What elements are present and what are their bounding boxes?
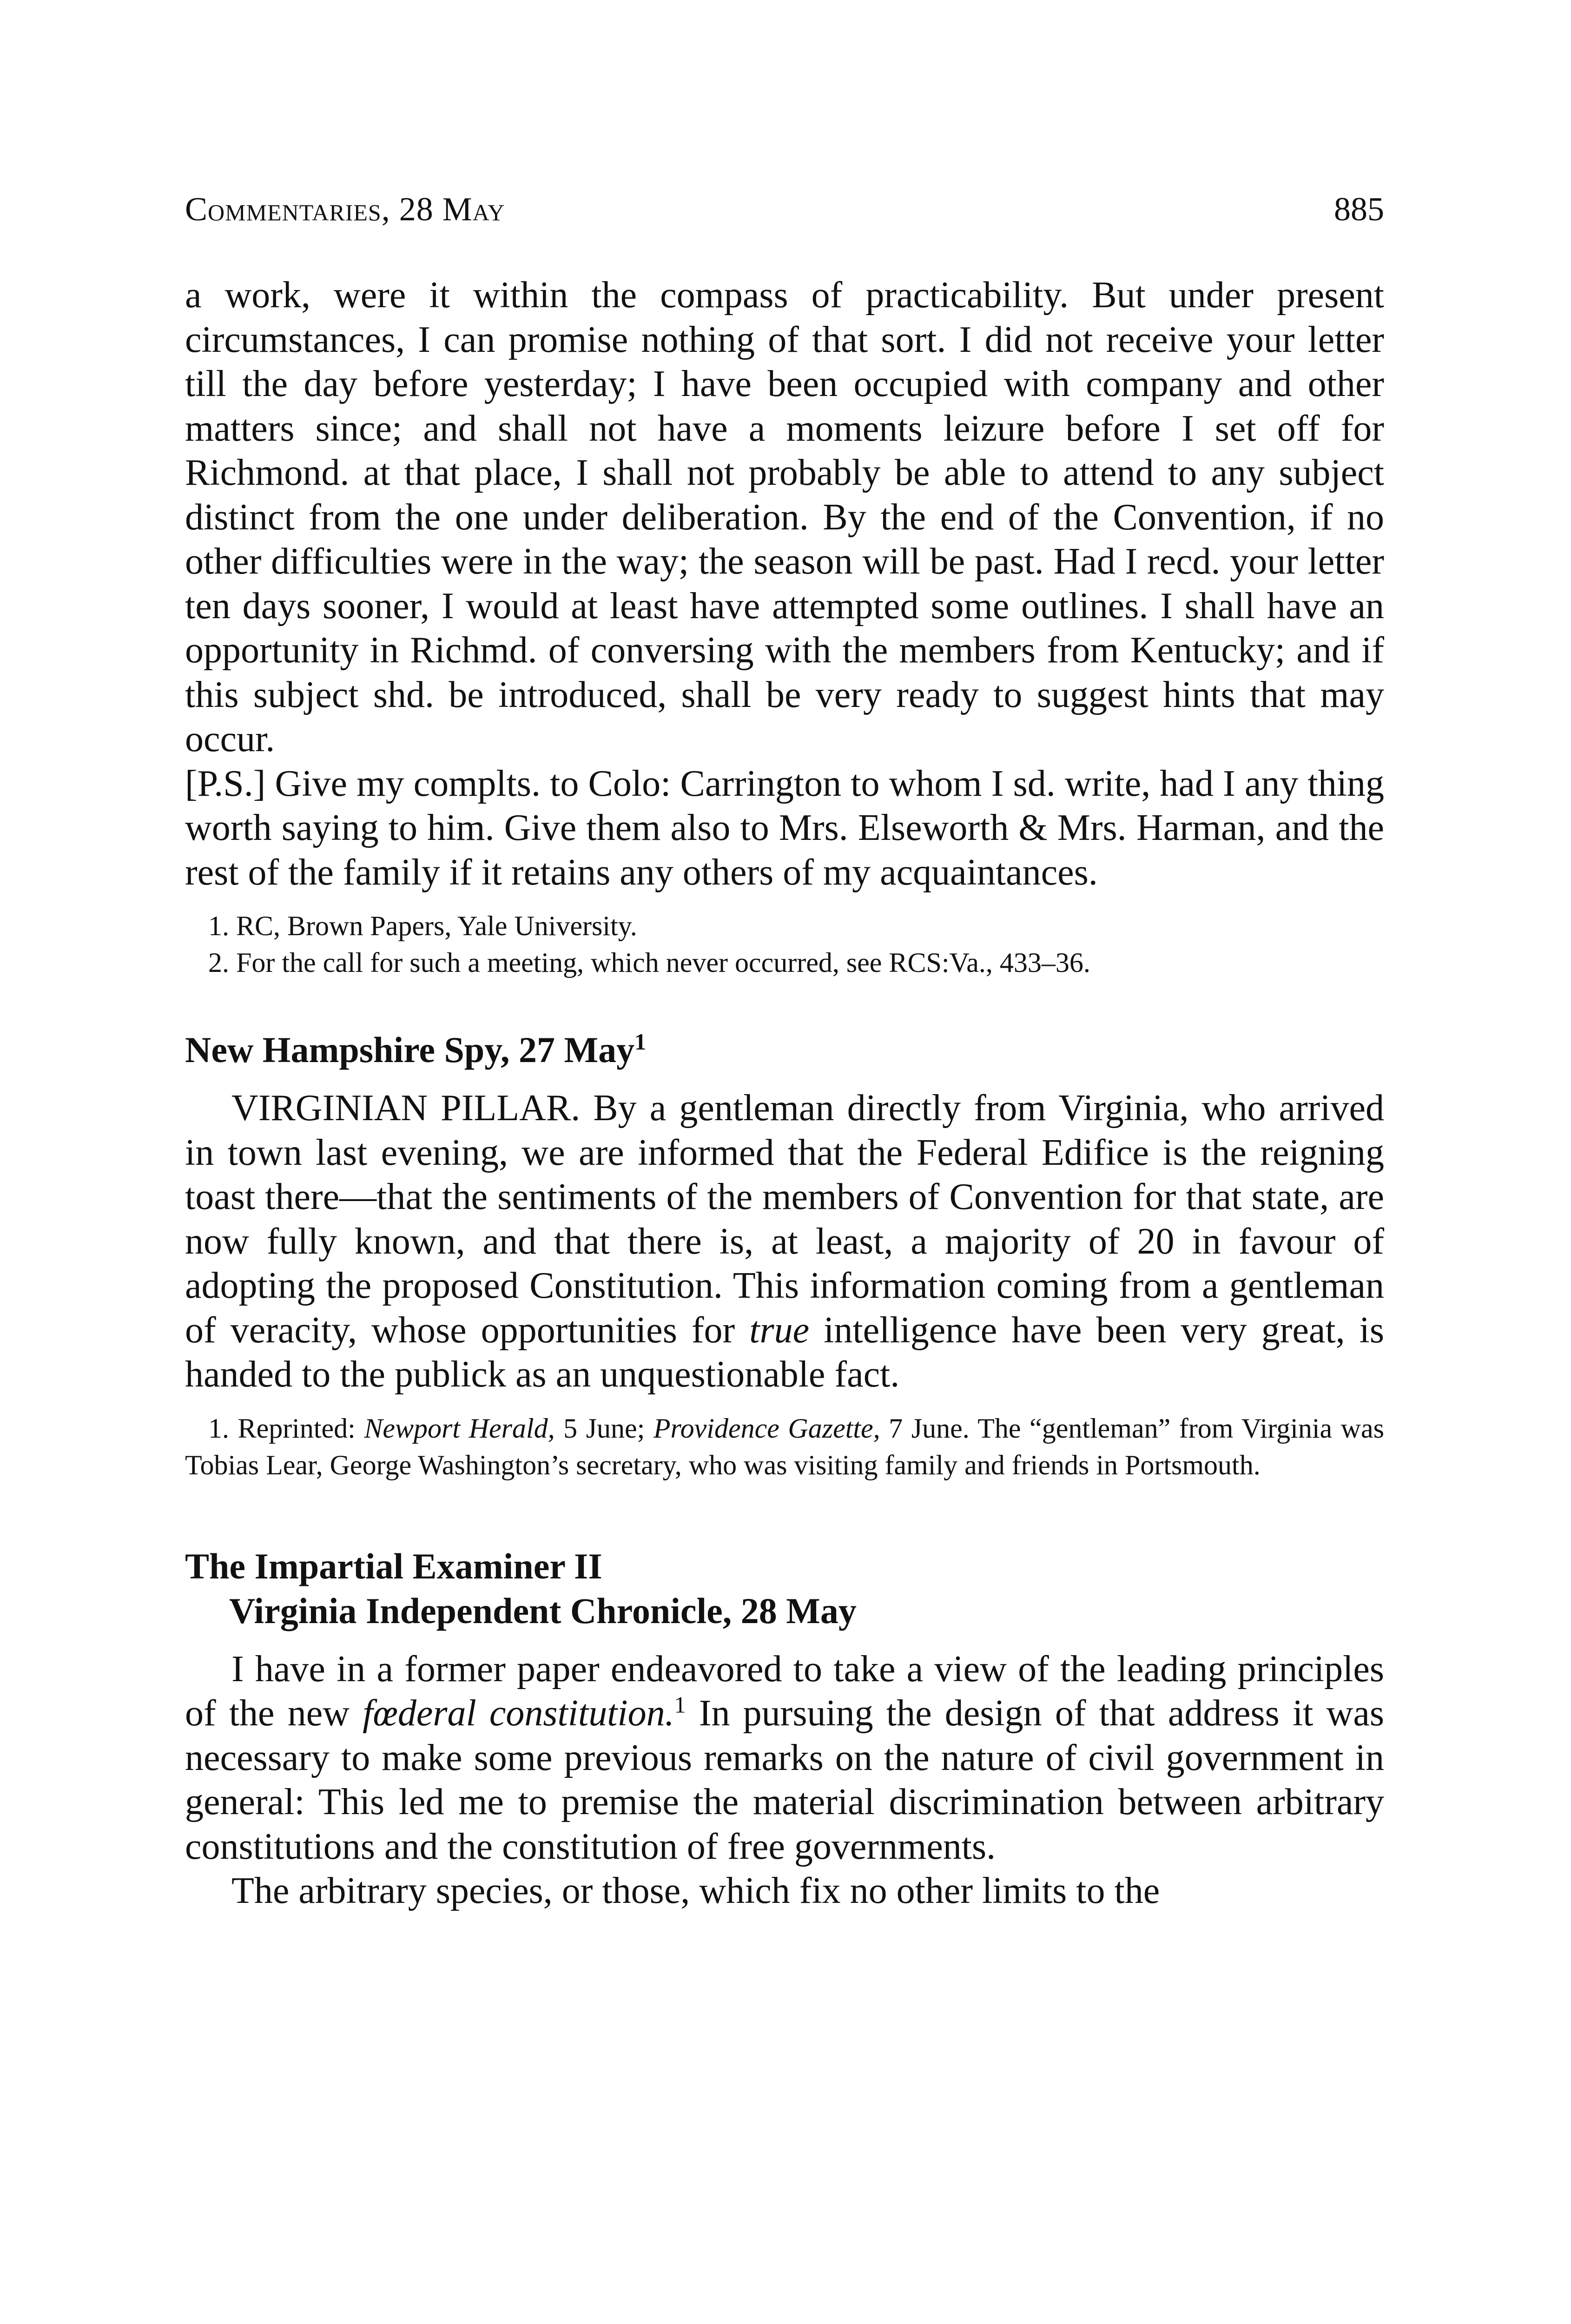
letter-paragraph: a work, were it within the compass of practicability. But under present circumstances, I can promise nothing of that sort. I did not receive your letter till the day before yesterday; I have been occupied with company and other matters since; and shall not have a moments leizure before I set off for Richmond. at that place, I shall not probably be able to attend to any subject distinct from the one under deliberation. By the end of the Convention, if no other difficulties were in the way; the season will be past. Had I recd. your letter ten days sooner, I would at least have attempted some outlines. I shall have an opportunity in Richmd. of conversing with the members from Kentucky; and if this subject shd. be introduced, shall be very ready to suggest hints that may occur. [185, 275, 1384, 759]
note-ref: 1 [634, 1029, 647, 1055]
footnote: 1. Reprinted: Newport Herald, 5 June; Providence Gazette, 7 June. The “gentleman” from Virginia was Tobias Lear, George Washington’s secretary, who was visiting family and friends in Portsmouth. [185, 1413, 1384, 1480]
postscript-paragraph: [P.S.] Give my complts. to Colo: Carrington to whom I sd. write, had I any thing worth saying to him. Give them also to Mrs. Elseworth & Mrs. Harman, and the rest of the family if it retains any others of my acquaintances. [185, 763, 1384, 893]
italic-phrase: fœderal constitution. [363, 1693, 674, 1734]
section-heading: The Impartial Examiner II [185, 1545, 602, 1586]
footnote: 1. RC, Brown Papers, Yale University. [208, 911, 637, 941]
section-subheading: Virginia Independent Chronicle, 28 May [229, 1590, 857, 1631]
running-head [185, 188, 1384, 230]
letter-notes [185, 908, 1384, 981]
article-notes [185, 1410, 1384, 1484]
section-heading [185, 1028, 1384, 1072]
page-number: 885 [1334, 191, 1384, 228]
note-ref: 1 [674, 1691, 686, 1718]
article-paragraph: VIRGINIAN PILLAR. By a gentleman directly from Virginia, who arrived in town last evening, we are informed that the Federal Edifice is the reigning toast there—that the sentiments of the members of Convention for that state, are now fully known, and that there is, at least, a majority of 20 in favour of adopting the proposed Constitution. This information coming from a gentleman of veracity, whose opportunities for true intelligence have been very great, is handed to the publick as an unquestionable fact. [185, 1088, 1384, 1395]
article-paragraph: I have in a former paper endeavored to take a view of the leading principles of the new fœderal constitution.$^1$ In pursuing the design of that address it was necessary to make some previous remarks on the nature of civil government in general: This led me to premise the material discrimination between arbitrary constitutions and the constitution of free governments. [185, 1648, 1384, 1867]
article-paragraph: The arbitrary species, or those, which fix no other limits to the [231, 1870, 1160, 1911]
heading-text: New Hampshire Spy, 27 May [185, 1030, 635, 1070]
page-body [185, 273, 1384, 1914]
running-title: Commentaries, 28 May [185, 191, 505, 228]
footnote: 2. For the call for such a meeting, which never occurred, see RCS:Va., 433–36. [208, 947, 1090, 978]
italic-word: true [749, 1309, 810, 1351]
